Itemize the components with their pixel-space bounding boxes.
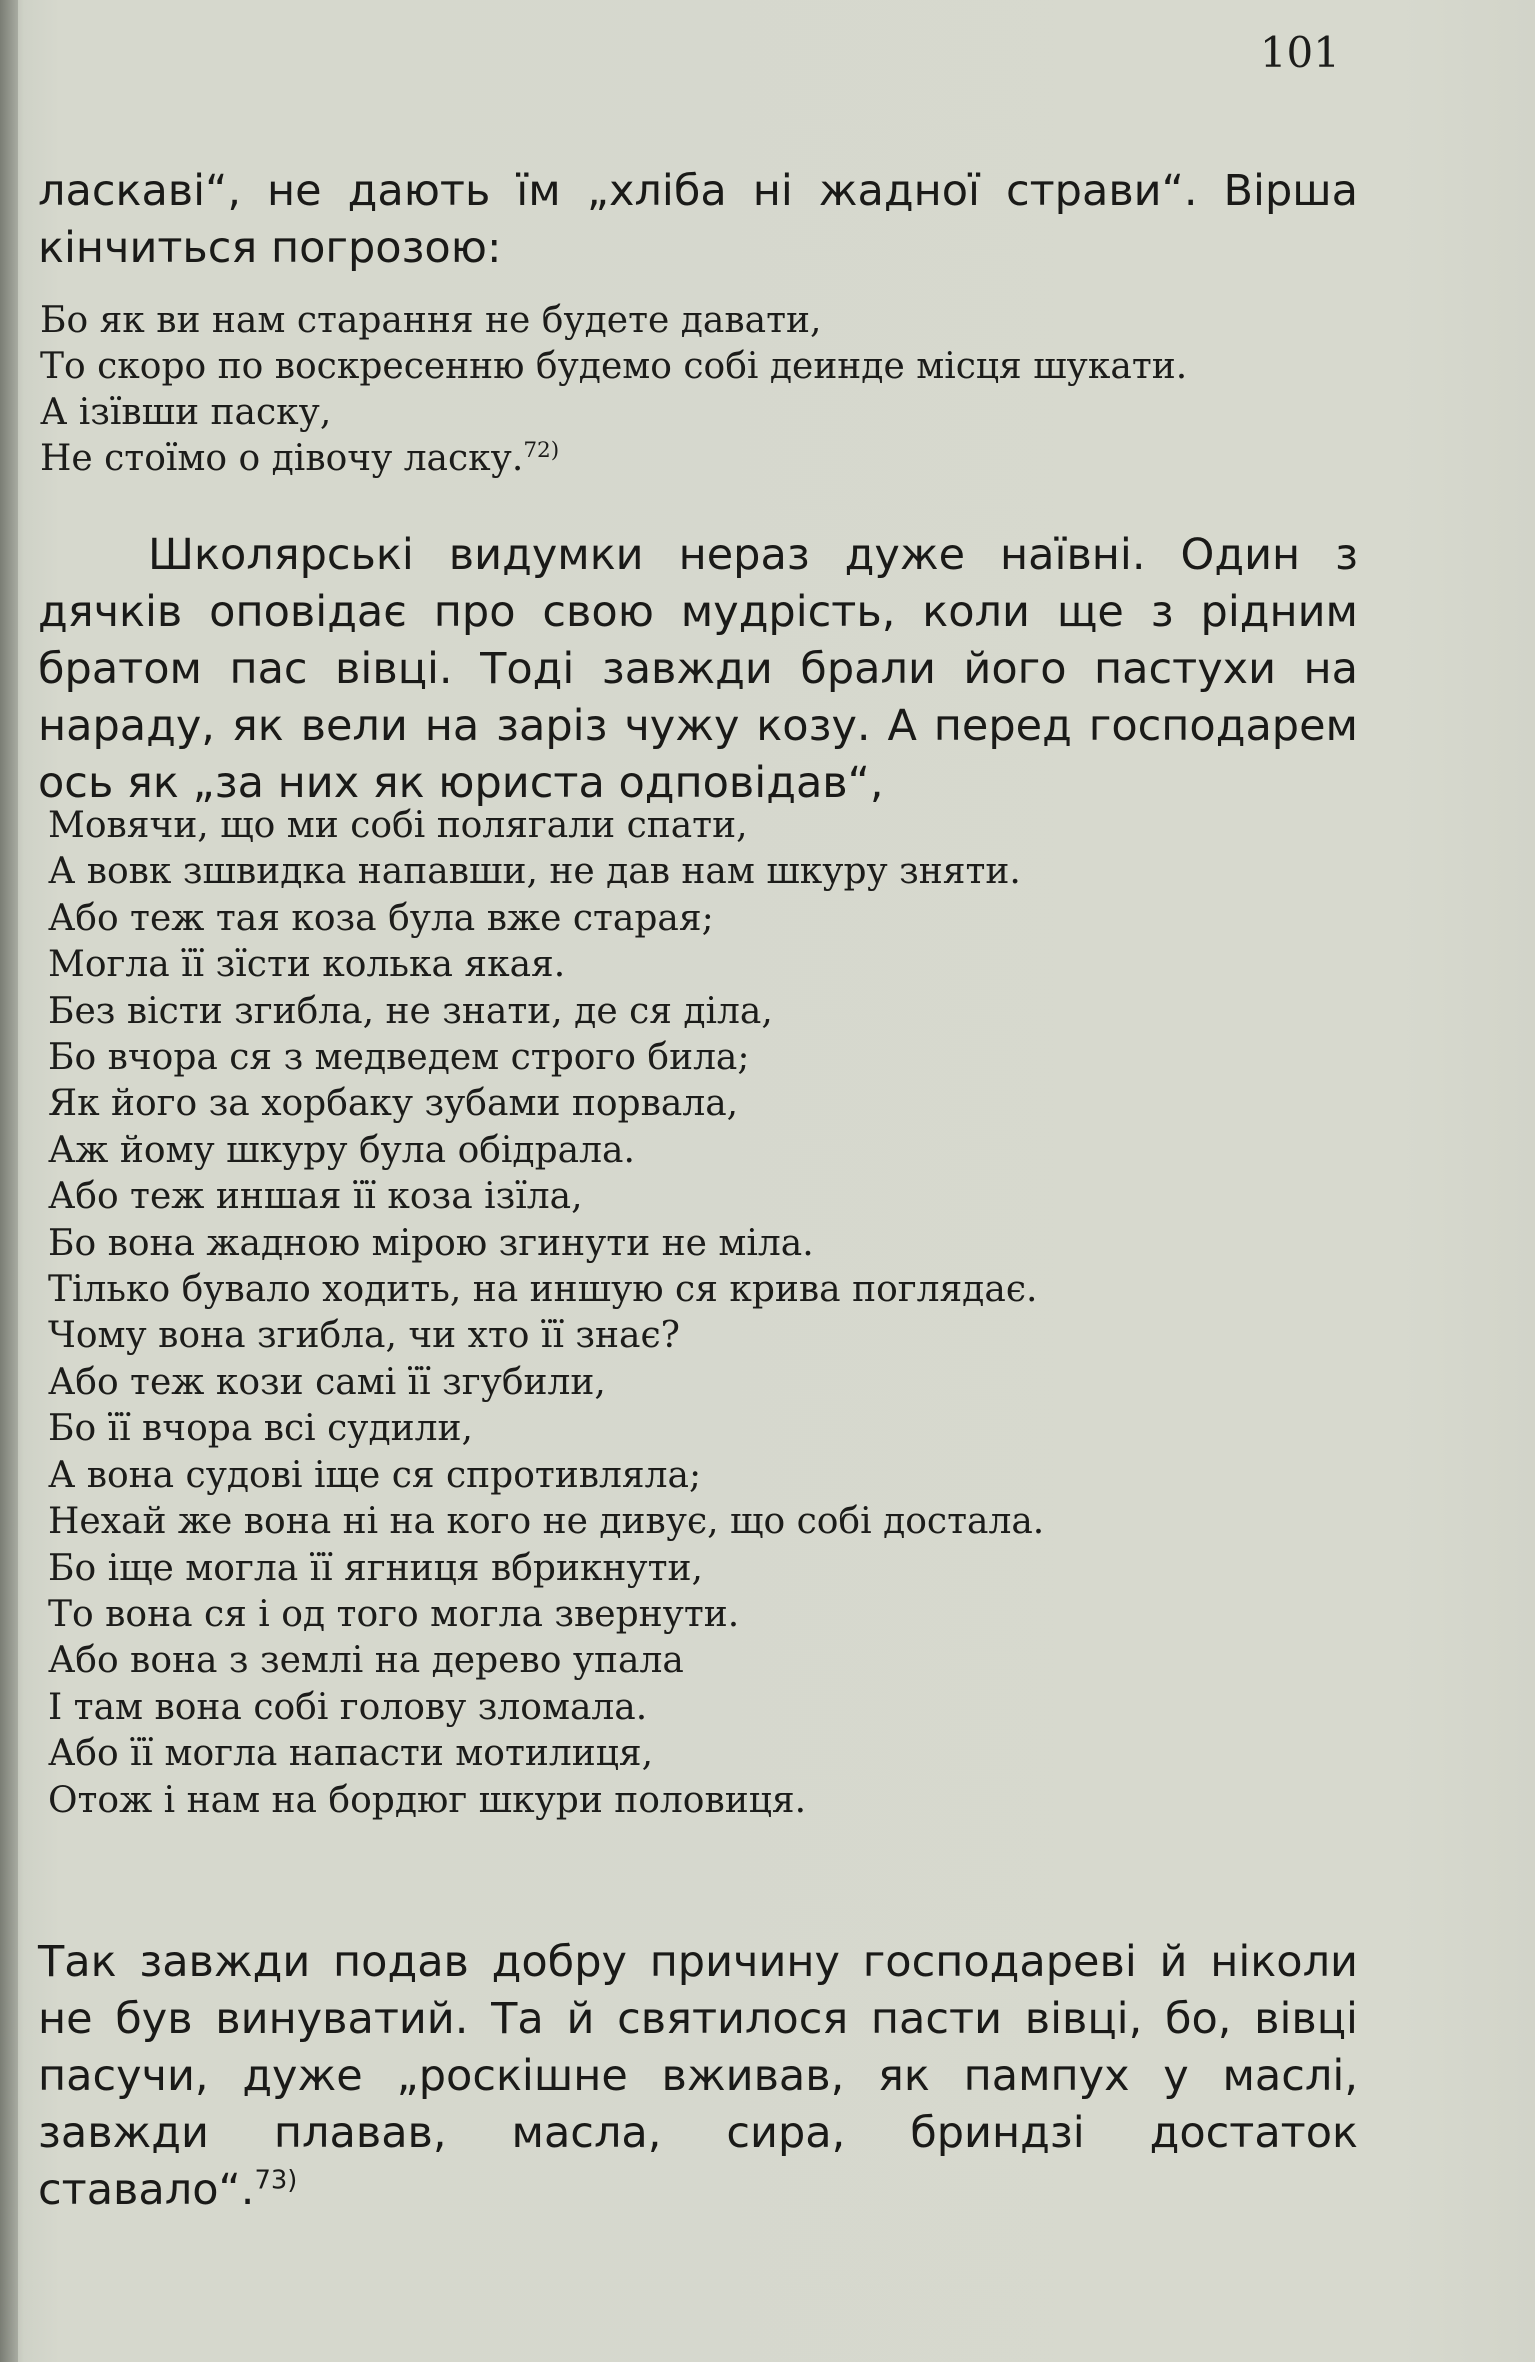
verse-line: Бо як ви нам старання не будете давати, [40,300,822,341]
verse-line: Як його за хорбаку зубами порвала, [48,1083,739,1125]
verse-line: А ізївши паску, [40,392,332,433]
paragraph-schoolboy-inventions [38,527,1358,812]
verse-line: Бо іще могла її ягниця вбрикнути, [48,1547,703,1589]
verse-line: Або теж тая коза була вже старая; [48,897,714,939]
verse-line: Аж йому шкуру була обідрала. [48,1129,635,1171]
paragraph-3-text: Так завжди подав добру причину господареві й ніколи не був винуватий. Та й святилося пасти вівці, бо, вівці пасучи, дуже „роскішне вживав, як пампух у маслі, завжди плавав, масла, сира, бриндзі достаток ставало“. [38,1937,1358,2215]
paragraph-conclusion [38,1934,1358,2219]
verse-line: Отож і нам на бордюг шкури половиця. [48,1779,807,1821]
verse-line: Або її могла напасти мотилиця, [48,1733,654,1775]
footnote-ref: 72) [523,438,560,463]
verse-line: Тілько бувало ходить, на иншую ся крива поглядає. [48,1269,1038,1311]
verse-line: Без вісти згибла, не знати, де ся діла, [48,990,773,1032]
verse-line: Чому вона згибла, чи хто її знає? [48,1315,680,1357]
verse-line: Бо вона жадною мірою згинути не міла. [48,1222,814,1264]
verse-line: Бо вчора ся з медведем строго била; [48,1037,750,1079]
verse-line: А вовк зшвидка напавши, не дав нам шкуру зняти. [48,851,1021,893]
paragraph-2-text: Школярські видумки нераз дуже наївні. Один з дячків оповідає про свою мудрість, коли ще з рідним братом пас вівці. Тоді завжди брали його пастухи на нараду, як вели на заріз чужу козу. А перед господарем ось як „за них як юриста одповідав“, [38,530,1358,808]
verse-line: Або теж кози самі її згубили, [48,1361,606,1403]
verse-line: Мовячи, що ми собі полягали спати, [48,805,748,846]
verse-line: А вона судові іще ся спротивляла; [48,1454,702,1496]
intro-paragraph [38,163,1358,277]
verse-block-2 [48,803,1044,1824]
verse-line: То скоро по воскресенню будемо собі деинде місця шукати. [40,346,1188,387]
page-binding-edge [0,0,18,2362]
verse-line [40,436,1187,482]
page-number: 101 [1259,28,1340,77]
verse-line: І там вона собі голову зломала. [48,1686,648,1728]
verse-line: Бо її вчора всі судили, [48,1408,473,1450]
verse-line: Нехай же вона ні на кого не дивує, що собі достала. [48,1501,1045,1543]
verse-block-1 [40,298,1187,482]
verse-line: То вона ся і од того могла звернути. [48,1593,740,1635]
footnote-ref: 73) [254,2165,298,2196]
intro-paragraph-text: ласкаві“, не дають їм „хліба ні жадної страви“. Вірша кінчиться погрозою: [38,166,1358,273]
verse-line: Могла її зїсти колька якая. [48,944,566,986]
verse-line-text: Не стоїмо о дівочу ласку. [40,438,524,479]
verse-line: Або вона з землі на дерево упала [48,1640,684,1682]
verse-line: Або теж иншая її коза ізїла, [48,1176,583,1218]
